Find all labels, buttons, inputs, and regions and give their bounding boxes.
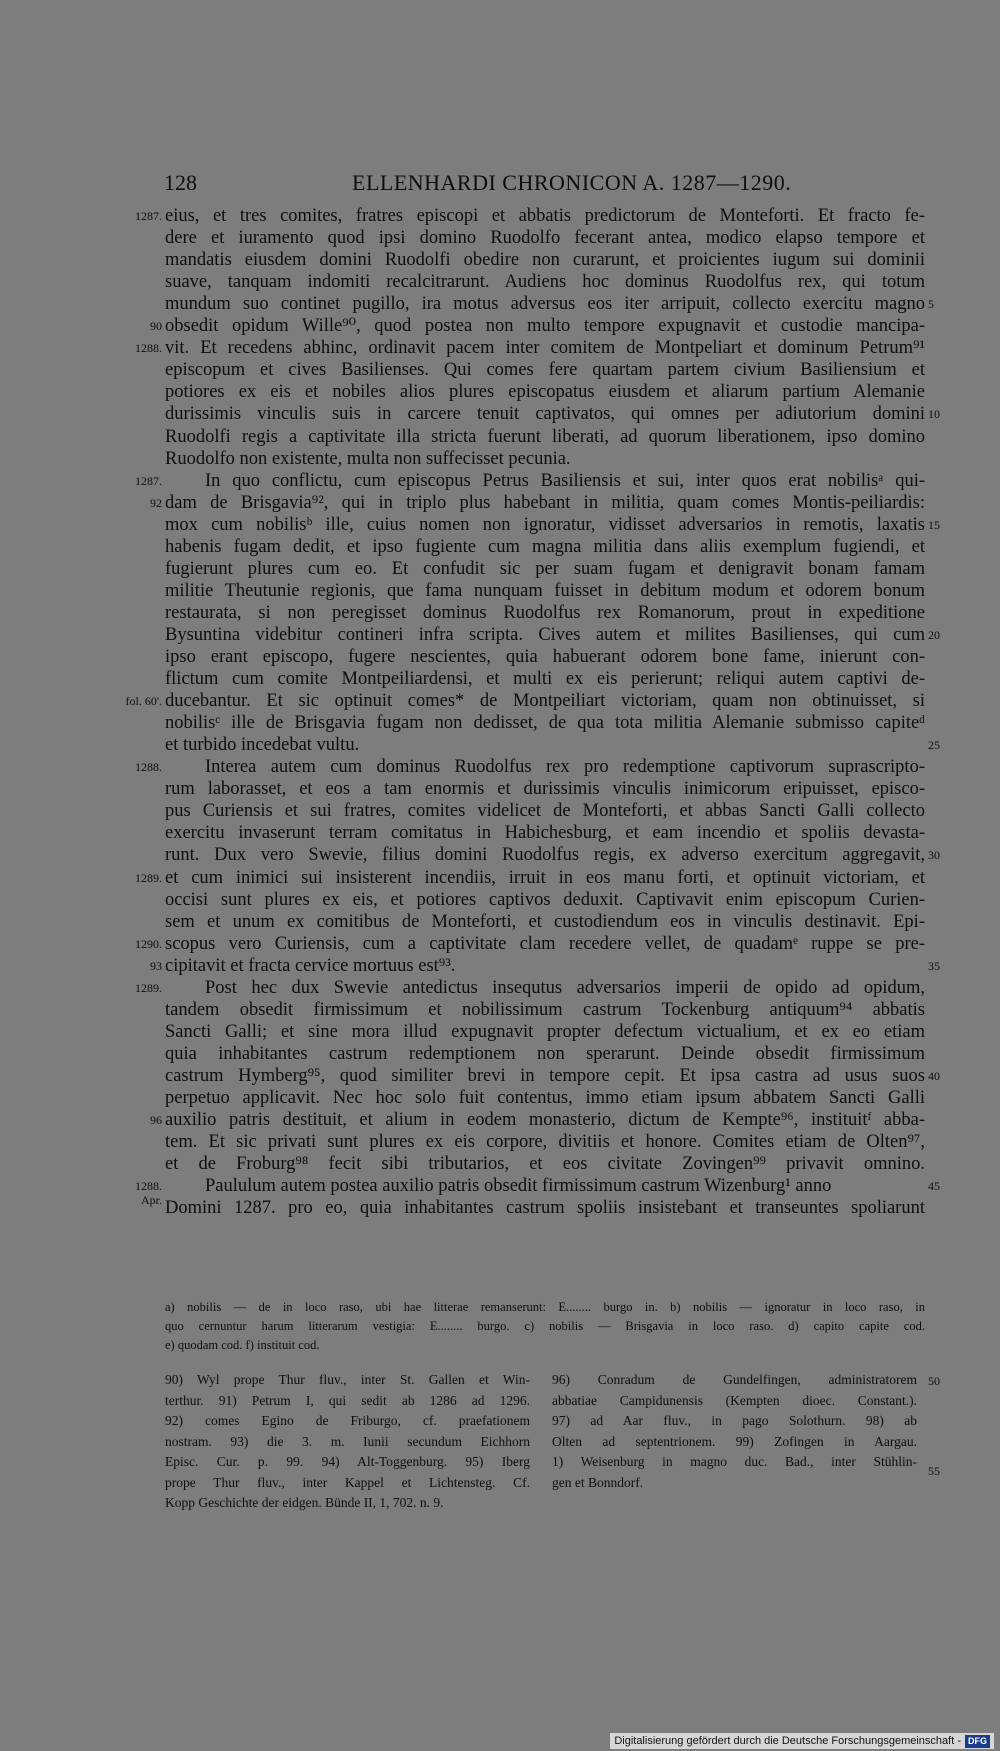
text-line: perpetuo applicavit. Nec hoc solo fuit contentus, immo etiam ipsum abbatem Sancti Galli: [165, 1088, 925, 1108]
footnote-line: 97) ad Aar fluv., in pago Solothurn. 98) ab: [552, 1413, 917, 1428]
line-number: 40: [928, 1068, 940, 1083]
footnote-line: Episc. Cur. p. 99. 94) Alt-Toggenburg. 95) Iberg: [165, 1454, 530, 1469]
critical-note-line: a) nobilis — de in loco raso, ubi hae litterae remanserunt: E........ burgo in. b) nobilis — ignoratur in loco raso, in: [165, 1300, 925, 1314]
text-line: quia inhabitantes castrum redemptionem non sperarunt. Deinde obsedit firmissimum: [165, 1043, 925, 1064]
text-line: durissimis vinculis suis in carcere tenuit captivatos, qui omnes per adiutorium domini: [165, 404, 925, 425]
text-line: rum laborasset, et eos a tam enormis et durissimis vinculis inimicorum eripuisset, episco-: [165, 779, 925, 800]
margin-date-note: 1288.: [135, 760, 162, 775]
margin-date-note: 96: [150, 1113, 162, 1128]
text-line: et turbido incedebat vultu.: [165, 735, 360, 756]
text-line: et cum inimici sui insisterent incendiis, irruit in eos manu forti, et optinuit victoriam, et: [165, 867, 925, 888]
critical-note-line: quo cernuntur harum litterarum vestigia: E........ burgo. c) nobilis — Brisgavia in loco raso. d) capito capite cod.: [165, 1319, 925, 1333]
text-line: vit. Et recedens abhinc, ordinavit pacem inter comitem de Montpeliart et dominum Petrum⁹¹: [165, 338, 925, 359]
text-line: Post hec dux Swevie antedictus insequtus adversarios imperii de opido ad opidum,: [205, 977, 925, 998]
line-number: 30: [928, 848, 940, 863]
margin-date-note: 90: [150, 319, 162, 334]
text-line: In quo conflictu, cum episcopus Petrus Basiliensis et sui, inter quos erat nobilisᵃ qui-: [205, 470, 925, 491]
line-number: 15: [928, 517, 940, 532]
text-line: dere et iuramento quod ipsi domino Ruodolfo fecerant antea, modico elapso tempore et: [165, 228, 925, 249]
text-line: fugierunt plures cum eo. Et confudit sic per suam fugam et denigravit bonam famam: [165, 558, 925, 579]
digitization-credit: [610, 1733, 994, 1749]
margin-date-note: 92: [150, 495, 162, 510]
text-line: nobilisᶜ ille de Brisgavia fugam non dedisset, de qua tota militia Alemanie submisso capiteᵈ: [165, 713, 925, 734]
text-line: Interea autem cum dominus Ruodolfus rex pro redemptione captivorum suprascripto-: [205, 757, 925, 778]
text-line: tem. Et sic privati sunt plures ex eis corpore, divitiis et honore. Comites etiam de Olten⁹⁷,: [165, 1132, 925, 1153]
page-header: [164, 170, 924, 200]
text-line: scopus vero Curiensis, cum a captivitate clam recedere vellet, de quadamᵉ ruppe se pre-: [165, 933, 925, 954]
footnote-line: abbatiae Campidunensis (Kempten dioec. Constant.).: [552, 1392, 917, 1408]
footnote-line: nostram. 93) die 3. m. Iunii secundum Eichhorn: [165, 1433, 530, 1449]
text-line: Ruodolfi regis a captivitate illa stricta fuerunt liberati, ad quorum liberationem, ipso domino: [165, 426, 925, 447]
footnote-line: Kopp Geschichte der eidgen. Bünde II, 1, 702. n. 9.: [165, 1495, 444, 1510]
text-line: potiores ex eis et nobiles alios plures episcopatus eiusdem et aliarum partium Alemanie: [165, 382, 925, 403]
margin-date-note: 1289.: [135, 870, 162, 885]
text-line: sem et unum ex comitibus de Monteforti, et custodiendum eos in vinculis destinavit. Epi-: [165, 911, 925, 932]
text-line: ipso erant episcopo, fugere nescientes, quia habuerant odorem bone fame, inierunt con-: [165, 647, 925, 667]
text-line: mandatis eiusdem domini Ruodolfi obedire non curarunt, et proicientes iugum sui dominii: [165, 250, 925, 271]
running-title: ELLENHARDI CHRONICON A. 1287—1290.: [352, 170, 792, 195]
text-line: Paululum autem postea auxilio patris obsedit firmissimum castrum Wizenburg¹ anno: [205, 1176, 832, 1197]
text-line: obsedit opidum Wille⁹⁰, quod postea non multo tempore expugnavit et custodie mancipa-: [165, 316, 925, 337]
text-line: suave, tanquam indomiti recalcitrarunt. Audiens hoc dominus Ruodolfus rex, qui totum: [165, 272, 925, 293]
text-line: exercitu invaserunt terram comitatus in Habichesburg, et eam incendio et spoliis devasta-: [165, 823, 925, 844]
text-line: mundum suo continet pugillo, ira motus adversus eos iter arripuit, collecto exercitu magno: [165, 294, 925, 315]
footnote-line: 92) comes Egino de Friburgo, cf. praefationem: [165, 1413, 530, 1428]
margin-date-note: 1287.: [135, 473, 162, 488]
text-line: Bysuntina videbitur contineri infra scripta. Cives autem et milites Basilienses, qui cum: [165, 624, 925, 645]
text-line: restaurata, si non peregisset dominus Ruodolfus rex Romanorum, prout in expeditione: [165, 602, 925, 623]
critical-note-line: e) quodam cod. f) instituit cod.: [165, 1338, 320, 1352]
margin-date-note: 93: [150, 958, 162, 973]
margin-date-note: 1288.: [135, 1179, 162, 1194]
footnote-line: 96) Conradum de Gundelfingen, administratorem: [552, 1372, 917, 1387]
text-line: habenis fugam dedit, et ipso fugiente cum magna militia dans aliis exemplum fugiendi, et: [165, 536, 925, 557]
footnote-line: prope Thur fluv., inter Kappel et Lichtensteg. Cf.: [165, 1474, 530, 1490]
margin-date-note: fol. 60'.: [125, 694, 162, 709]
footnote-line: 1) Weisenburg in magno duc. Bad., inter Stühlin-: [552, 1454, 917, 1469]
text-line: pus Curiensis et sui fratres, comites videlicet de Monteforti, et abbas Sancti Galli collecto: [165, 801, 925, 822]
text-line: Ruodolfo non existente, multa non suffecisset pecunia.: [165, 448, 571, 469]
text-line: dam de Brisgavia⁹², qui in triplo plus habebant in militia, quam comes Montis-peiliardis:: [165, 492, 925, 513]
line-number: 50: [928, 1374, 940, 1388]
line-number: 35: [928, 958, 940, 973]
margin-date-note: 1287.: [135, 209, 162, 223]
margin-date-note: Apr.: [141, 1193, 162, 1208]
line-number: 10: [928, 407, 940, 422]
line-number: 5: [928, 297, 934, 312]
footnote-line: gen et Bonndorf.: [552, 1474, 644, 1490]
text-line: Sancti Galli; et sine mora illud expugnavit propter defectum victualium, et ex eo etiam: [165, 1021, 925, 1042]
dfg-logo: DFG: [965, 1735, 990, 1748]
text-line: cipitavit et fracta cervice mortuus est⁹³.: [165, 955, 456, 976]
text-line: ducebantur. Et sic optinuit comes* de Montpeiliart victoriam, quam non obtinuisset, si: [165, 691, 925, 712]
text-line: eius, et tres comites, fratres episcopi et abbatis predictorum de Monteforti. Et fracto fe-: [165, 206, 925, 226]
page-number: 128: [164, 170, 197, 195]
text-line: flictum cum comite Montpeiliardensi, et multi ex eis perierunt; reliqui autem captivi de-: [165, 669, 925, 690]
text-line: tandem obsedit firmissimum et nobilissimum castrum Tockenburg antiquum⁹⁴ abbatis: [165, 999, 925, 1020]
footnote-line: terthur. 91) Petrum I, qui sedit ab 1286 ad 1296.: [165, 1392, 530, 1408]
text-line: castrum Hymberg⁹⁵, quod similiter brevi in tempore cepit. Et ipsa castra ad usus suos: [165, 1065, 925, 1086]
text-line: mox cum nobilisᵇ ille, cuius nomen non ignoratur, vidisset adversarios in remotis, laxatis: [165, 514, 925, 535]
line-number: 25: [928, 738, 940, 753]
text-line: auxilio patris destituit, et alium in eodem monasterio, dictum de Kempte⁹⁶, instituitᶠ abba-: [165, 1110, 925, 1131]
footnote-line: Olten ad septentrionem. 99) Zofingen in Aargau.: [552, 1433, 917, 1449]
text-line: Domini 1287. pro eo, quia inhabitantes castrum spoliis insistebant et transeuntes spoliarunt: [165, 1198, 925, 1219]
text-line: et de Froburg⁹⁸ fecit sibi tributarios, et eos civitate Zovingen⁹⁹ privavit omnino.: [165, 1154, 925, 1175]
footnote-line: 90) Wyl prope Thur fluv., inter St. Gallen et Win-: [165, 1372, 530, 1387]
text-line: occisi sunt plures ex eis, et potiores captivos deduxit. Captivavit enim episcopum Curien-: [165, 889, 925, 910]
margin-date-note: 1288.: [135, 341, 162, 356]
margin-date-note: 1290.: [135, 936, 162, 951]
text-line: runt. Dux vero Swevie, filius domini Ruodolfus regis, ex adverso exercitum aggregavit,: [165, 845, 925, 866]
credit-text: Digitalisierung gefördert durch die Deutsche Forschungsgemeinschaft -: [614, 1735, 961, 1747]
margin-date-note: 1289.: [135, 980, 162, 995]
line-number: 55: [928, 1464, 940, 1478]
text-line: episcopum et cives Basilienses. Qui comes fere quartam partem civium Basiliensium et: [165, 360, 925, 381]
line-number: 45: [928, 1179, 940, 1194]
text-line: militie Theutunie regionis, que fama nunquam fuisset in debitum modum et odorem bonum: [165, 580, 925, 601]
line-number: 20: [928, 627, 940, 642]
